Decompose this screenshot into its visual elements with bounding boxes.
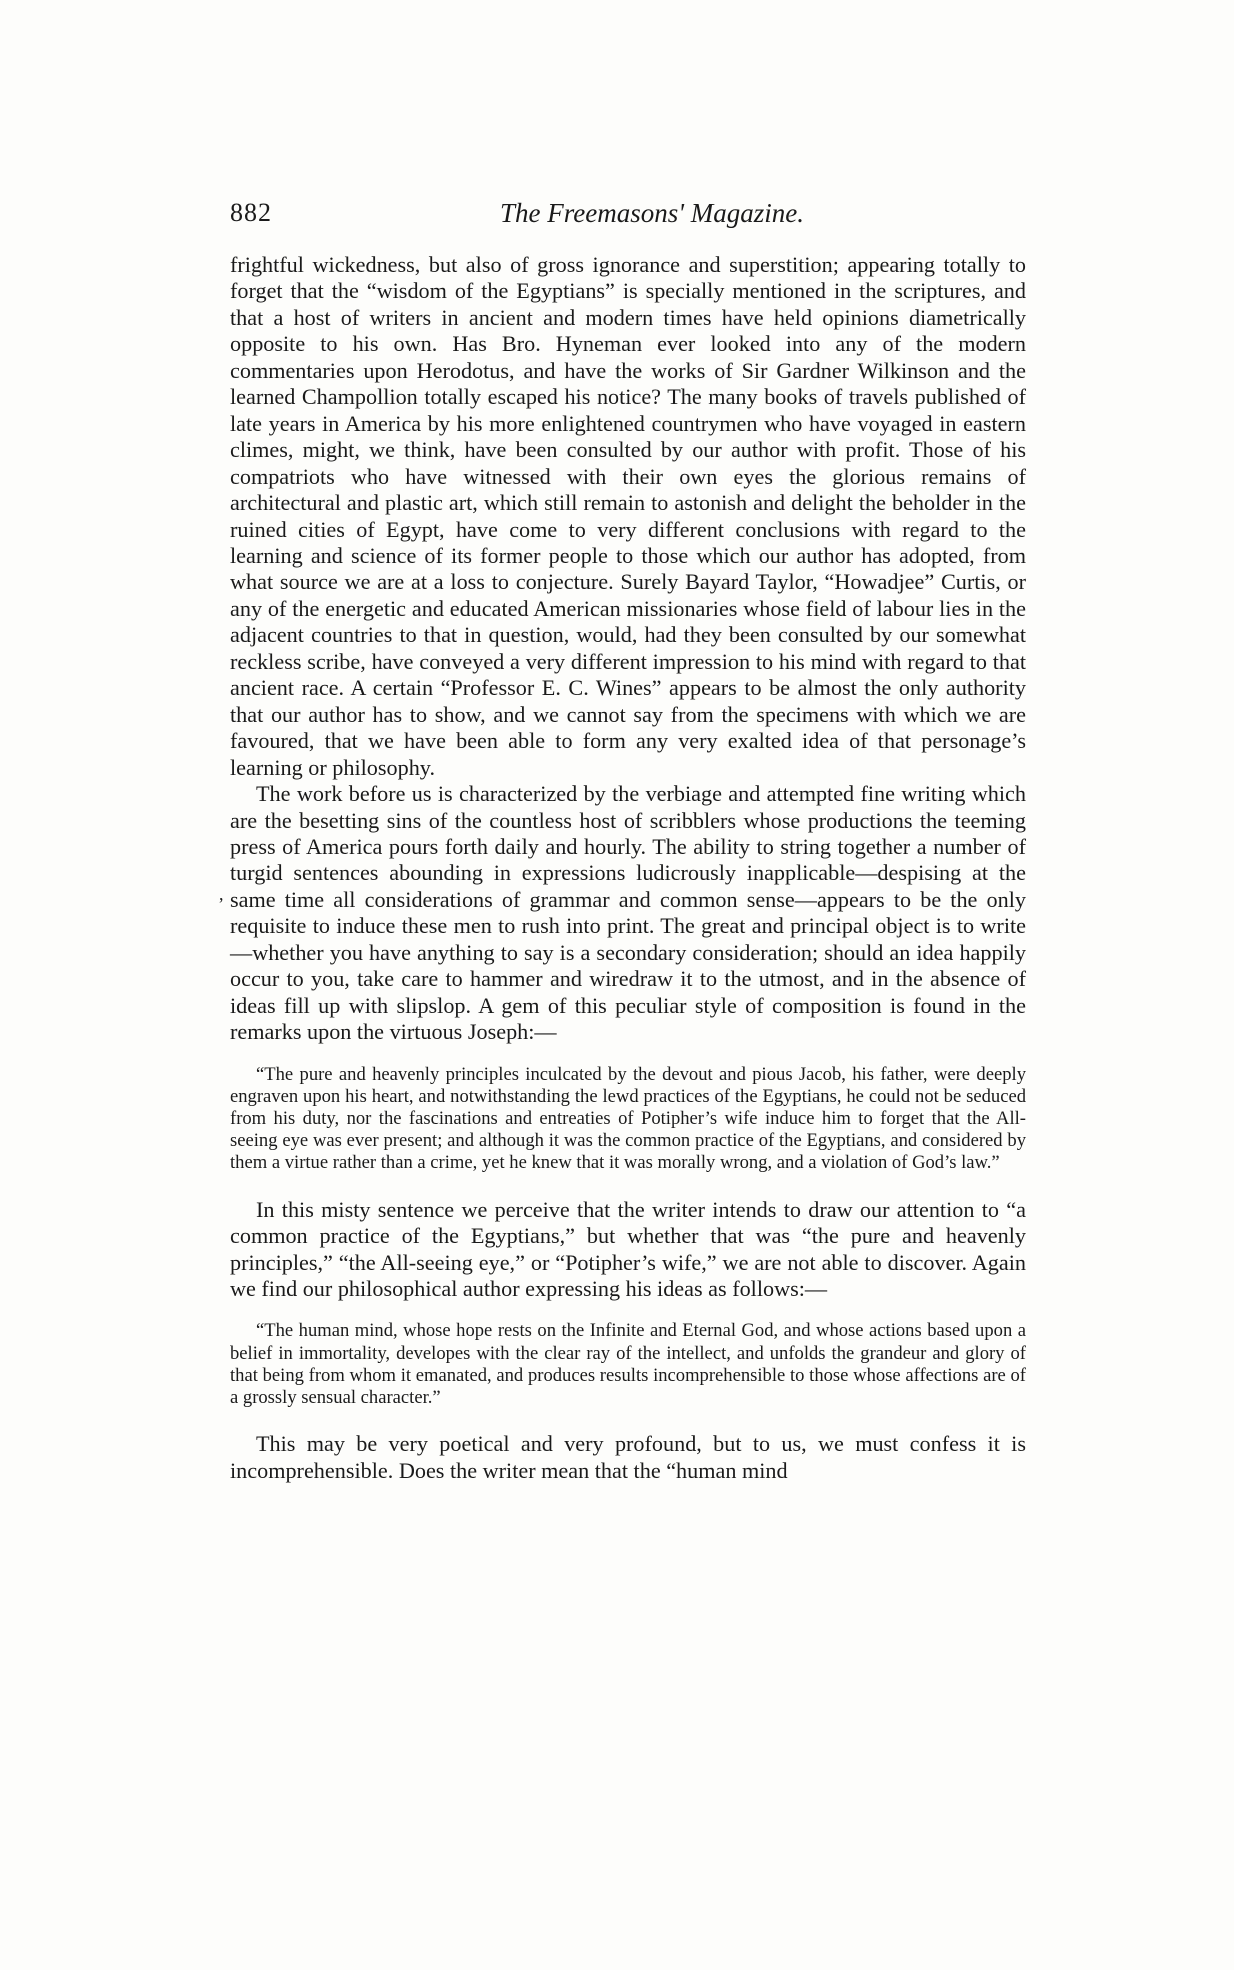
quote-human-mind: “The human mind, whose hope rests on the Infinite and Eternal God, and whose actions based upon a belief in immortality, developes with the clear ray of the intellect, and unfolds the grandeur and glory of that being from whom it emanated, and produces results incomprehensible to those whose affections are of a grossly sensual character.” [230, 1320, 1026, 1409]
running-head [230, 198, 1030, 238]
quote-joseph: “The pure and heavenly principles inculcated by the devout and pious Jacob, his father, were deeply engraven upon his heart, and notwithstanding the lewd practices of the Egyptians, he could not be seduced from his duty, nor the fascinations and entreaties of Potipher’s wife induce him to forget that the All-seeing eye was ever present; and although it was the common practice of the Egyptians, and considered by them a virtue rather than a crime, yet he knew that it was morally wrong, and a violation of God’s law.” [230, 1063, 1026, 1174]
margin-mark: , [219, 884, 224, 904]
page-number: 882 [230, 198, 272, 227]
journal-title: The Freemasons' Magazine. [500, 198, 804, 228]
paragraph-misty-sentence: In this misty sentence we perceive that the writer intends to draw our attention to “a common practice of the Egyptians,” but whether that was “the pure and heavenly principles,” “the All-seeing eye,” or “Potipher’s wife,” we are not able to discover. Again we find our philosophical author expressing his ideas as follows:— [230, 1196, 1026, 1301]
paragraph-continued: frightful wickedness, but also of gross ignorance and superstition; appearing totally to forget that the “wisdom of the Egyptians” is specially mentioned in the scriptures, and that a host of writers in ancient and modern times have held opinions diametrically opposite to his own. Has Bro. Hyneman ever looked into any of the modern commentaries upon Herodotus, and have the works of Sir Gardner Wilkinson and the learned Champollion totally escaped his notice? The many books of travels published of late years in America by his more enlightened countrymen who have voyaged in eastern climes, might, we think, have been consulted by our author with profit. Those of his compatriots who have witnessed with their own eyes the glorious remains of architectural and plastic art, which still remain to astonish and delight the beholder in the ruined cities of Egypt, have come to very different conclusions with regard to the learning and science of its former people to those which our author has adopted, from what source we are at a loss to conjecture. Surely Bayard Taylor, “Howadjee” Curtis, or any of the energetic and educated American missionaries whose field of labour lies in the adjacent countries to that in question, would, had they been consulted by our somewhat reckless scribe, have conveyed a very different impression to his mind with regard to that ancient race. A certain “Professor E. C. Wines” appears to be almost the only authority that our author has to show, and we cannot say from the specimens with which we are favoured, that we have been able to form any very exalted idea of that personage’s learning or philosophy. [230, 252, 1026, 780]
article-body [230, 252, 1026, 1484]
paragraph-verbiage: The work before us is characterized by the verbiage and attempted fine writing which are the besetting sins of the countless host of scribblers whose productions the teeming press of America pours forth daily and hourly. The ability to string together a number of turgid sentences abounding in expressions ludicrously inapplicable—despising at the same time all considerations of grammar and common sense—appears to be the only requisite to induce these men to rush into print. The great and principal object is to write—whether you have anything to say is a secondary consideration; should an idea happily occur to you, take care to hammer and wiredraw it to the utmost, and in the absence of ideas fill up with slipslop. A gem of this peculiar style of composition is found in the remarks upon the virtuous Joseph:— [230, 781, 1026, 1045]
paragraph-incomprehensible: This may be very poetical and very profound, but to us, we must confess it is incomprehensible. Does the writer mean that the “human mind [230, 1431, 1026, 1483]
